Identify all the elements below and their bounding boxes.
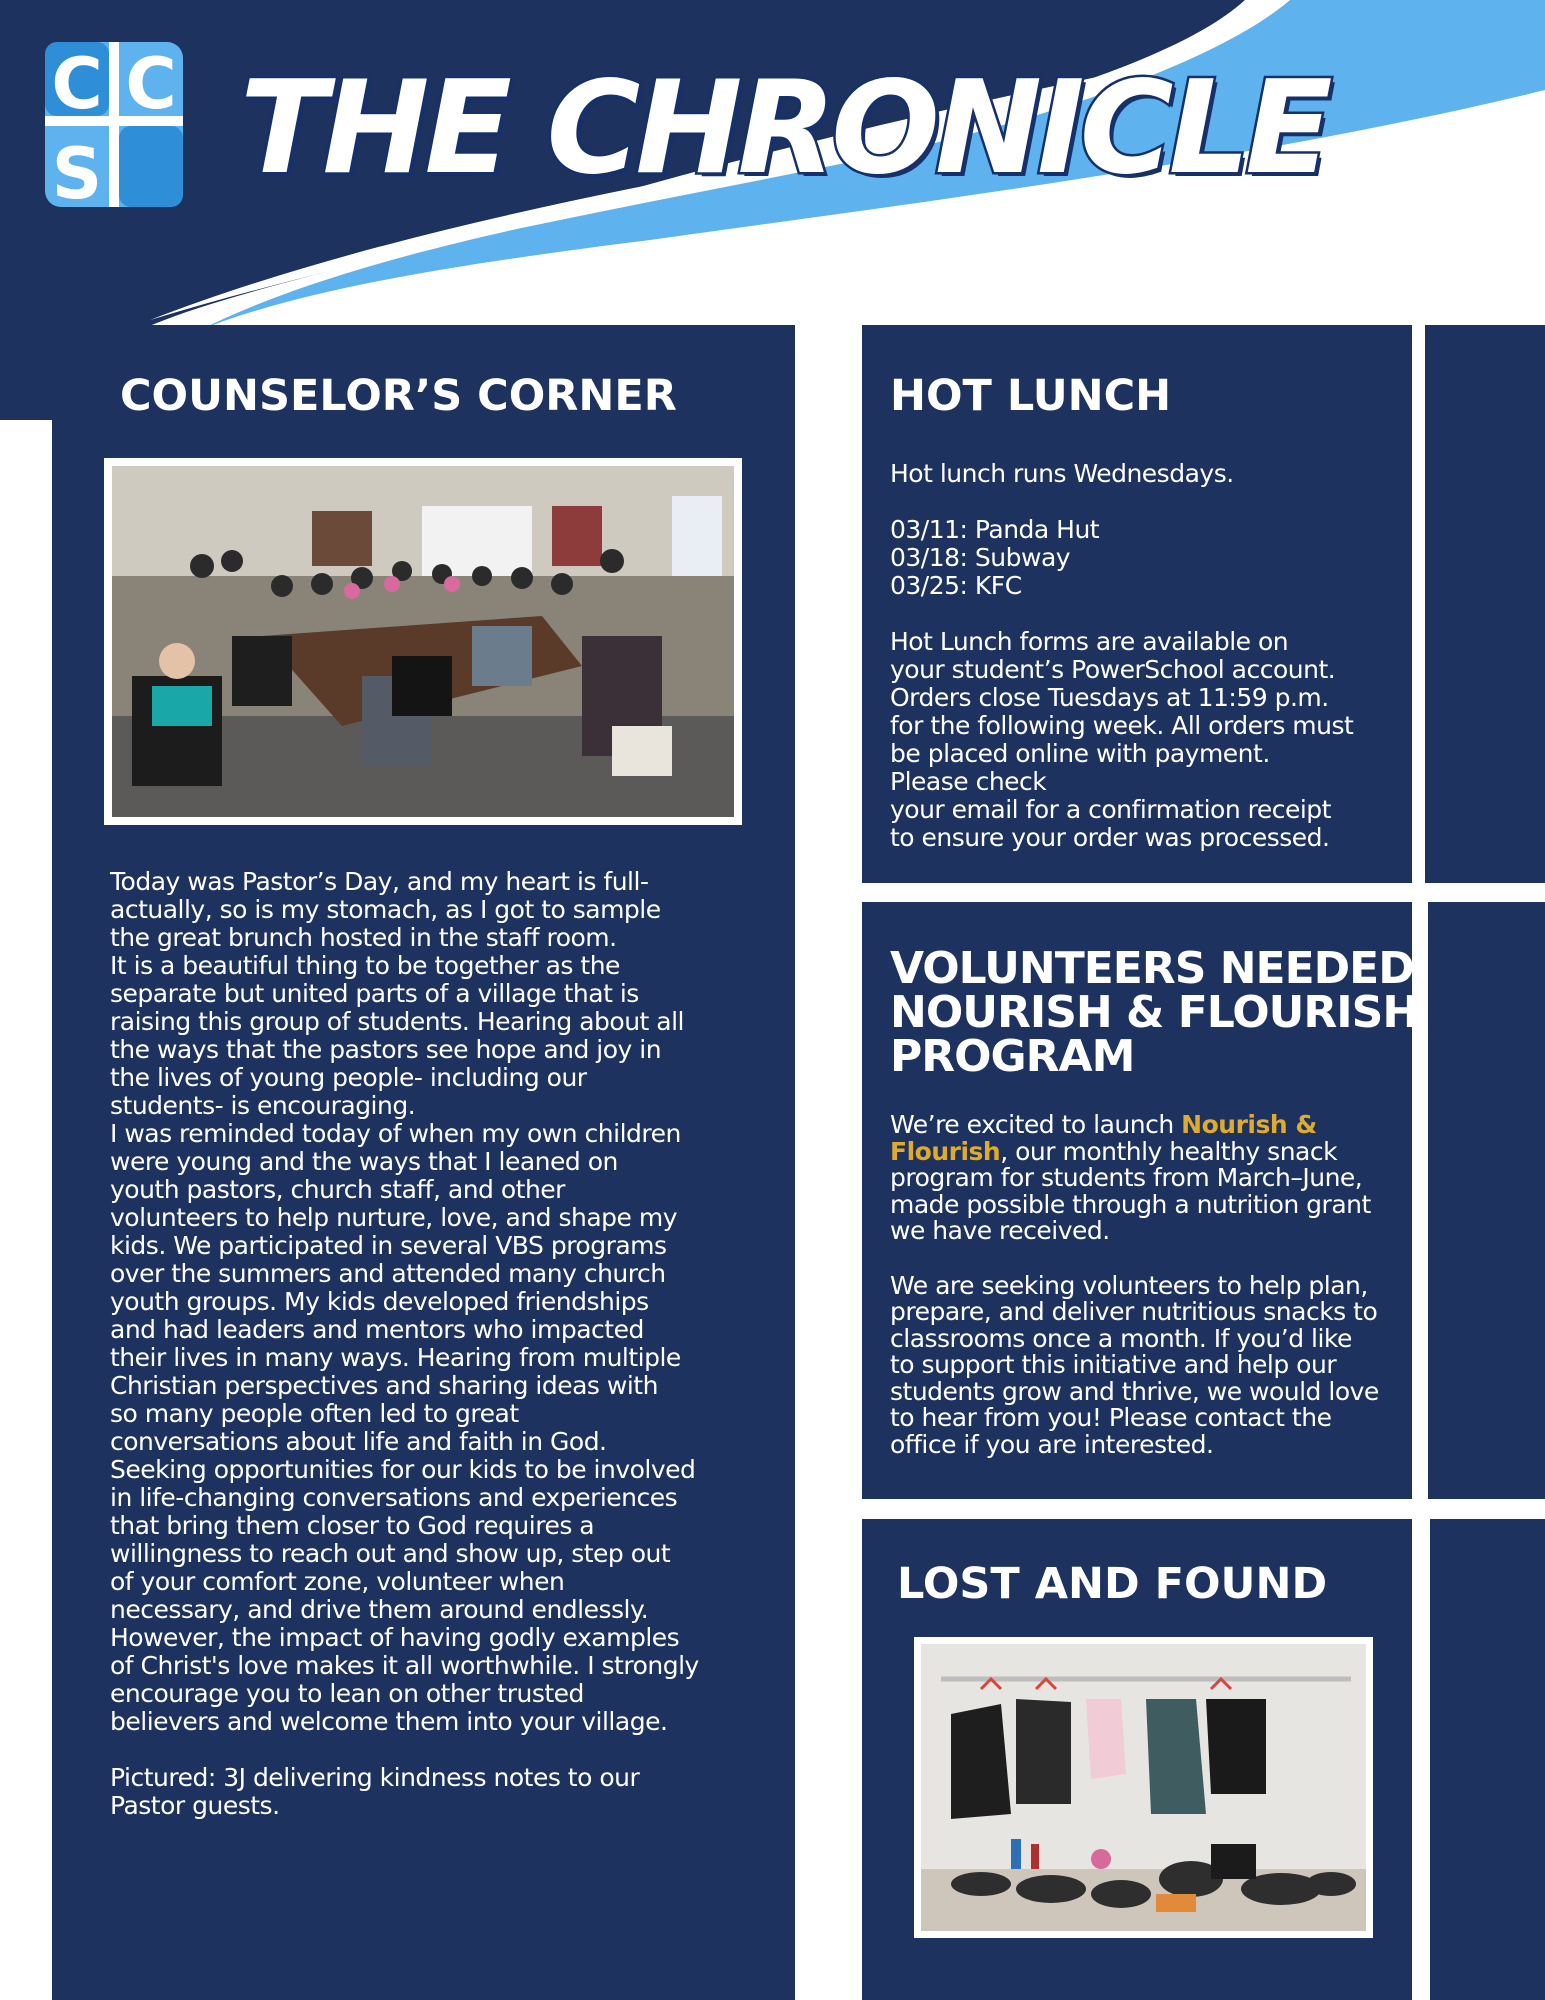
newsletter-title: THE CHRONICLE [240, 54, 1328, 203]
volunteers-side-bar [1428, 902, 1545, 1499]
counselor-heading: COUNSELOR’S CORNER [120, 371, 677, 421]
volunteers-heading-line: PROGRAM [890, 1031, 1135, 1082]
hot-lunch-schedule-item: 03/25: KFC [890, 571, 1022, 600]
lost-found-photo [914, 1637, 1373, 1938]
hot-lunch-side-bar [1425, 325, 1545, 883]
hot-lunch-details: Hot Lunch forms are available on your student’s PowerSchool account. Orders close Tuesdays at 11:59 p.m. for the following week. All orders must be placed online with payment. Please check your email for a confirmation receipt to ensure your order was processed. [890, 627, 1354, 852]
hot-lunch-schedule-item: 03/11: Panda Hut [890, 515, 1100, 544]
hot-lunch-body [890, 460, 1400, 852]
hot-lunch-heading: HOT LUNCH [890, 371, 1172, 421]
volunteers-heading-line: VOLUNTEERS NEEDED: [890, 943, 1431, 994]
school-logo [45, 42, 183, 207]
hot-lunch-intro: Hot lunch runs Wednesdays. [890, 459, 1234, 488]
counselor-photo-caption: Pictured: 3J delivering kindness notes to our Pastor guests. [110, 1763, 640, 1820]
volunteers-intro-text: We’re excited to launch [890, 1110, 1182, 1139]
counselor-paragraph: Today was Pastor’s Day, and my heart is full- actually, so is my stomach, as I got to sample the great brunch hosted in the staff room. It is a beautiful thing to be together as the separate but united parts of a village that is raising this group of students. Hearing about all the ways that the pastors see hope and joy in the lives of young people- including our students- is encouraging. I was reminded today of when my own children were young and the ways that I leaned on youth pastors, church staff, and other volunteers to help nurture, love, and shape my kids. We participated in several VBS programs over the summers and attended many church youth groups. My kids developed friendships and had leaders and mentors who impacted their lives in many ways. Hearing from multiple Christian perspectives and sharing ideas with so many people often led to great conversations about life and faith in God. Seeking opportunities for our kids to be involved in life-changing conversations and experiences that bring them closer to God requires a willingness to reach out and show up, step out of your comfort zone, volunteer when necessary, and drive them around endlessly. However, the impact of having godly examples of Christ's love makes it all worthwhile. I strongly encourage you to lean on other trusted believers and welcome them into your village. [110, 867, 699, 1736]
volunteers-heading [890, 943, 1431, 1082]
logo-letter-c1: C [51, 43, 103, 125]
hot-lunch-schedule-item: 03/18: Subway [890, 543, 1071, 572]
logo-letter-s: S [51, 133, 103, 207]
volunteers-paragraph-2: We are seeking volunteers to help plan, prepare, and deliver nutritious snacks to classrooms once a month. If you’d like to support this initiative and help our students grow and thrive, we would love to hear from you! Please contact the office if you are interested. [890, 1270, 1379, 1459]
volunteers-heading-line: NOURISH & FLOURISH [890, 987, 1419, 1038]
counselor-photo [104, 458, 742, 825]
program-name-highlight: Nourish & Flourish [890, 1110, 1317, 1166]
lost-found-heading: LOST AND FOUND [897, 1559, 1328, 1609]
volunteers-paragraph-1 [890, 1112, 1405, 1245]
logo-letter-c2: C [125, 43, 177, 125]
volunteers-intro-rest: , our monthly healthy snack program for students from March–June, made possible through a nutrition grant we have received. [890, 1136, 1371, 1245]
volunteers-body [890, 1112, 1405, 1458]
counselor-article [110, 868, 780, 1820]
lost-found-side-bar [1430, 1519, 1545, 2000]
